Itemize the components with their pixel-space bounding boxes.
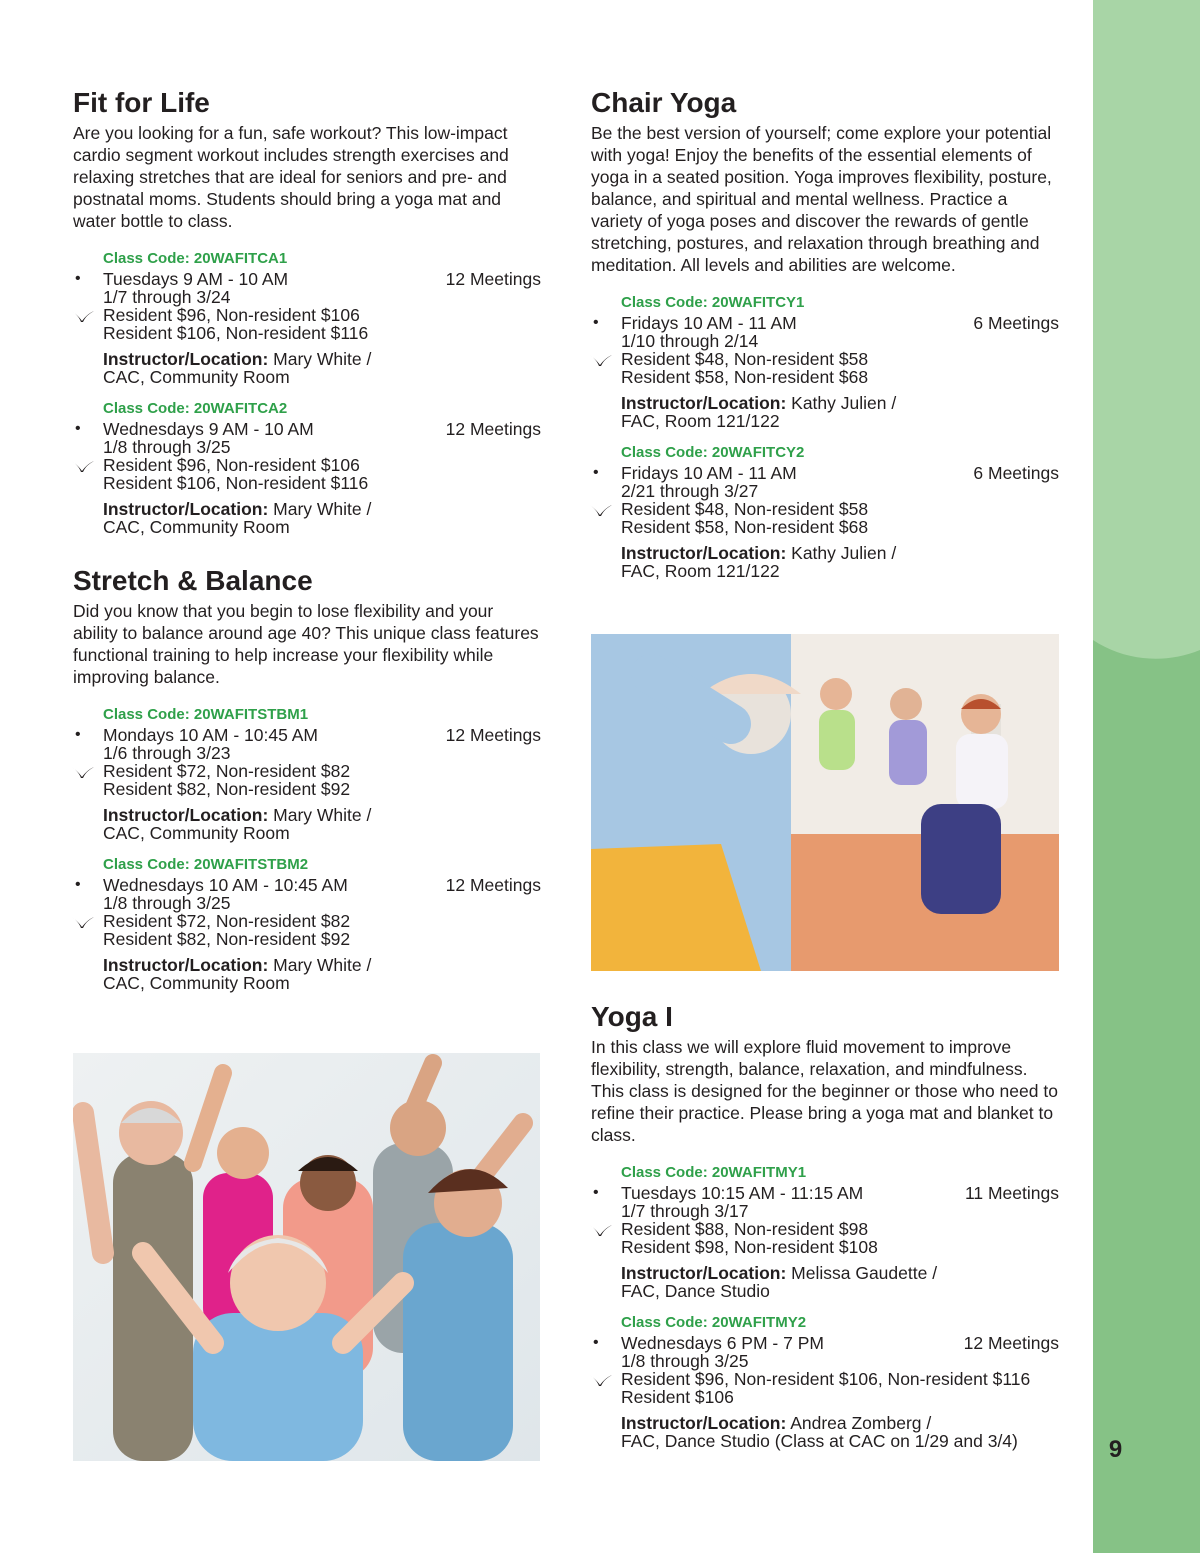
session-dates: 1/10 through 2/14 — [621, 331, 759, 351]
session-meetings: 12 Meetings — [445, 419, 541, 439]
location: CAC, Community Room — [103, 823, 290, 843]
side-band — [1093, 0, 1200, 1553]
session-dates: 1/7 through 3/17 — [621, 1201, 749, 1221]
session-time-row — [75, 725, 541, 745]
senior-price: Resident $88, Non-resident $98 — [621, 1219, 869, 1239]
instructor-label: Instructor/Location: — [621, 393, 787, 413]
location: CAC, Community Room — [103, 973, 290, 993]
class-session — [591, 1162, 1059, 1300]
session-time: Wednesdays 6 PM - 7 PM — [621, 1333, 824, 1353]
course-fit-for-life — [73, 84, 541, 536]
fitness-class-illustration — [73, 1053, 540, 1461]
instructor-name: Mary White / — [273, 805, 372, 825]
session-dates: 1/8 through 3/25 — [103, 437, 231, 457]
instructor-label: Instructor/Location: — [621, 543, 787, 563]
bullet-icon: • — [593, 464, 599, 481]
session-time: Fridays 10 AM - 11 AM — [621, 463, 797, 483]
instructor-info — [103, 500, 541, 536]
session-meetings: 12 Meetings — [445, 725, 541, 745]
class-session — [73, 704, 541, 842]
course-description: Are you looking for a fun, safe workout? This low-impact cardio segment workout includes strength exercises and relaxing stretches that are ideal for seniors and pre- and postnatal moms. Students should bring a yoga mat and water bottle to class. — [73, 123, 509, 231]
session-time-row — [75, 419, 541, 439]
instructor-name: Mary White / — [273, 955, 372, 975]
course-yoga-i — [591, 998, 1059, 1450]
senior-price-row — [621, 350, 1059, 368]
senior-price-row — [103, 912, 541, 930]
bullet-icon: • — [75, 420, 81, 437]
class-code: Class Code: 20WAFITCA2 — [103, 400, 288, 417]
instructor-label: Instructor/Location: — [103, 349, 269, 369]
instructor-info — [103, 806, 541, 842]
senior-price-row — [621, 1220, 1059, 1238]
senior-price: Resident $72, Non-resident $82 — [103, 761, 351, 781]
side-band-wave — [1093, 0, 1200, 1553]
location: FAC, Dance Studio (Class at CAC on 1/29 and 3/4) — [621, 1431, 1018, 1451]
session-time: Fridays 10 AM - 11 AM — [621, 313, 797, 333]
instructor-label: Instructor/Location: — [103, 805, 269, 825]
course-title: Stretch & Balance — [73, 565, 313, 596]
instructor-name: Mary White / — [273, 349, 372, 369]
session-meetings: 11 Meetings — [964, 1183, 1059, 1203]
class-session — [73, 398, 541, 536]
left-column — [73, 84, 541, 1004]
session-meetings: 12 Meetings — [445, 269, 541, 289]
class-session — [591, 442, 1059, 580]
class-session — [591, 1312, 1059, 1450]
senior-price: Resident $48, Non-resident $58 — [621, 349, 869, 369]
fitness-class-photo — [73, 1053, 540, 1461]
senior-price-row — [103, 762, 541, 780]
session-meetings: 12 Meetings — [963, 1333, 1059, 1353]
class-code: Class Code: 20WAFITSTBM1 — [103, 706, 309, 723]
session-meetings: 6 Meetings — [973, 313, 1059, 333]
instructor-info — [621, 1414, 1059, 1450]
senior-discount-icon — [71, 308, 95, 324]
class-code: Class Code: 20WAFITCY1 — [621, 294, 805, 311]
session-dates: 1/7 through 3/24 — [103, 287, 231, 307]
senior-price-row — [103, 456, 541, 474]
class-code: Class Code: 20WAFITCY2 — [621, 444, 805, 461]
bullet-icon: • — [75, 270, 81, 287]
regular-price: Resident $58, Non-resident $68 — [621, 517, 869, 537]
session-dates: 2/21 through 3/27 — [621, 481, 759, 501]
bullet-icon: • — [75, 876, 81, 893]
instructor-label: Instructor/Location: — [621, 1263, 787, 1283]
location: CAC, Community Room — [103, 367, 290, 387]
class-code: Class Code: 20WAFITCA1 — [103, 250, 288, 267]
senior-discount-icon — [589, 352, 613, 368]
course-description: Be the best version of yourself; come explore your potential with yoga! Enjoy the benefits of the essential elements of yoga in a seated position. Yoga improves flexibility, posture, balance, and spiritual and mental wellness. Practice a variety of yoga poses and discover the rewards of gentle stretching, postures, and relaxation through breathing and meditation. All levels and abilities are welcome. — [591, 123, 1052, 275]
regular-price: Resident $82, Non-resident $92 — [103, 929, 351, 949]
location: FAC, Room 121/122 — [621, 561, 780, 581]
session-time-row — [75, 269, 541, 289]
senior-discount-icon — [71, 914, 95, 930]
class-session — [73, 248, 541, 386]
course-description: In this class we will explore fluid movement to improve flexibility, strength, balance, relaxation, and mindfulness. This class is designed for the beginner or those who need to refine their practice. Please bring a yoga mat and blanket to class. — [591, 1037, 1058, 1145]
location: FAC, Room 121/122 — [621, 411, 780, 431]
session-time-row — [593, 1183, 1059, 1203]
bullet-icon: • — [593, 1334, 599, 1351]
bullet-icon: • — [593, 1184, 599, 1201]
instructor-name: Kathy Julien / — [791, 393, 897, 413]
class-code: Class Code: 20WAFITMY2 — [621, 1314, 807, 1331]
instructor-info — [621, 544, 1059, 580]
senior-price: Resident $96, Non-resident $106, Non-resident $116 — [621, 1369, 1031, 1389]
senior-price: Resident $96, Non-resident $106 — [103, 305, 360, 325]
course-description: Did you know that you begin to lose flexibility and your ability to balance around age 40? This unique class features functional training to help increase your flexibility while improving balance. — [73, 601, 539, 687]
instructor-label: Instructor/Location: — [103, 955, 269, 975]
course-title: Chair Yoga — [591, 87, 737, 118]
right-column — [591, 84, 1059, 592]
senior-price: Resident $72, Non-resident $82 — [103, 911, 351, 931]
session-time-row — [75, 875, 541, 895]
regular-price: Resident $106, Non-resident $116 — [103, 323, 369, 343]
instructor-name: Mary White / — [273, 499, 372, 519]
session-time-row — [593, 463, 1059, 483]
regular-price: Resident $58, Non-resident $68 — [621, 367, 869, 387]
page-number: 9 — [1108, 1436, 1123, 1463]
regular-price: Resident $106, Non-resident $116 — [103, 473, 369, 493]
session-meetings: 12 Meetings — [445, 875, 541, 895]
instructor-info — [621, 394, 1059, 430]
instructor-info — [621, 1264, 1059, 1300]
session-dates: 1/8 through 3/25 — [103, 893, 231, 913]
bullet-icon: • — [593, 314, 599, 331]
session-time-row — [593, 1333, 1059, 1353]
class-code: Class Code: 20WAFITMY1 — [621, 1164, 807, 1181]
instructor-info — [103, 956, 541, 992]
session-time: Tuesdays 9 AM - 10 AM — [103, 269, 289, 289]
senior-discount-icon — [71, 458, 95, 474]
chair-yoga-photo — [591, 634, 1059, 971]
session-time: Mondays 10 AM - 10:45 AM — [103, 725, 318, 745]
senior-price: Resident $48, Non-resident $58 — [621, 499, 869, 519]
session-time: Tuesdays 10:15 AM - 11:15 AM — [621, 1183, 864, 1203]
instructor-name: Andrea Zomberg / — [790, 1413, 932, 1433]
instructor-name: Kathy Julien / — [791, 543, 897, 563]
class-session — [591, 292, 1059, 430]
senior-price: Resident $96, Non-resident $106 — [103, 455, 360, 475]
senior-price-row — [103, 306, 541, 324]
instructor-info — [103, 350, 541, 386]
senior-discount-icon — [589, 1372, 613, 1388]
instructor-name: Melissa Gaudette / — [791, 1263, 938, 1283]
session-meetings: 6 Meetings — [973, 463, 1059, 483]
class-session — [73, 854, 541, 992]
senior-discount-icon — [589, 1222, 613, 1238]
session-dates: 1/8 through 3/25 — [621, 1351, 749, 1371]
location: CAC, Community Room — [103, 517, 290, 537]
regular-price: Resident $98, Non-resident $108 — [621, 1237, 878, 1257]
course-chair-yoga — [591, 84, 1059, 580]
class-code: Class Code: 20WAFITSTBM2 — [103, 856, 309, 873]
regular-price: Resident $106 — [621, 1387, 734, 1407]
course-title: Fit for Life — [73, 87, 210, 118]
right-column-lower — [591, 998, 1059, 1462]
session-time-row — [593, 313, 1059, 333]
senior-price-row — [621, 500, 1059, 518]
session-dates: 1/6 through 3/23 — [103, 743, 231, 763]
regular-price: Resident $82, Non-resident $92 — [103, 779, 351, 799]
senior-discount-icon — [71, 764, 95, 780]
session-time: Wednesdays 9 AM - 10 AM — [103, 419, 314, 439]
instructor-label: Instructor/Location: — [103, 499, 269, 519]
course-title: Yoga I — [591, 1001, 673, 1032]
senior-discount-icon — [589, 502, 613, 518]
bullet-icon: • — [75, 726, 81, 743]
senior-price-row — [621, 1370, 1059, 1388]
session-time: Wednesdays 10 AM - 10:45 AM — [103, 875, 348, 895]
instructor-label: Instructor/Location: — [621, 1413, 787, 1433]
chair-yoga-illustration — [591, 634, 1059, 971]
course-stretch-balance — [73, 562, 541, 992]
location: FAC, Dance Studio — [621, 1281, 770, 1301]
